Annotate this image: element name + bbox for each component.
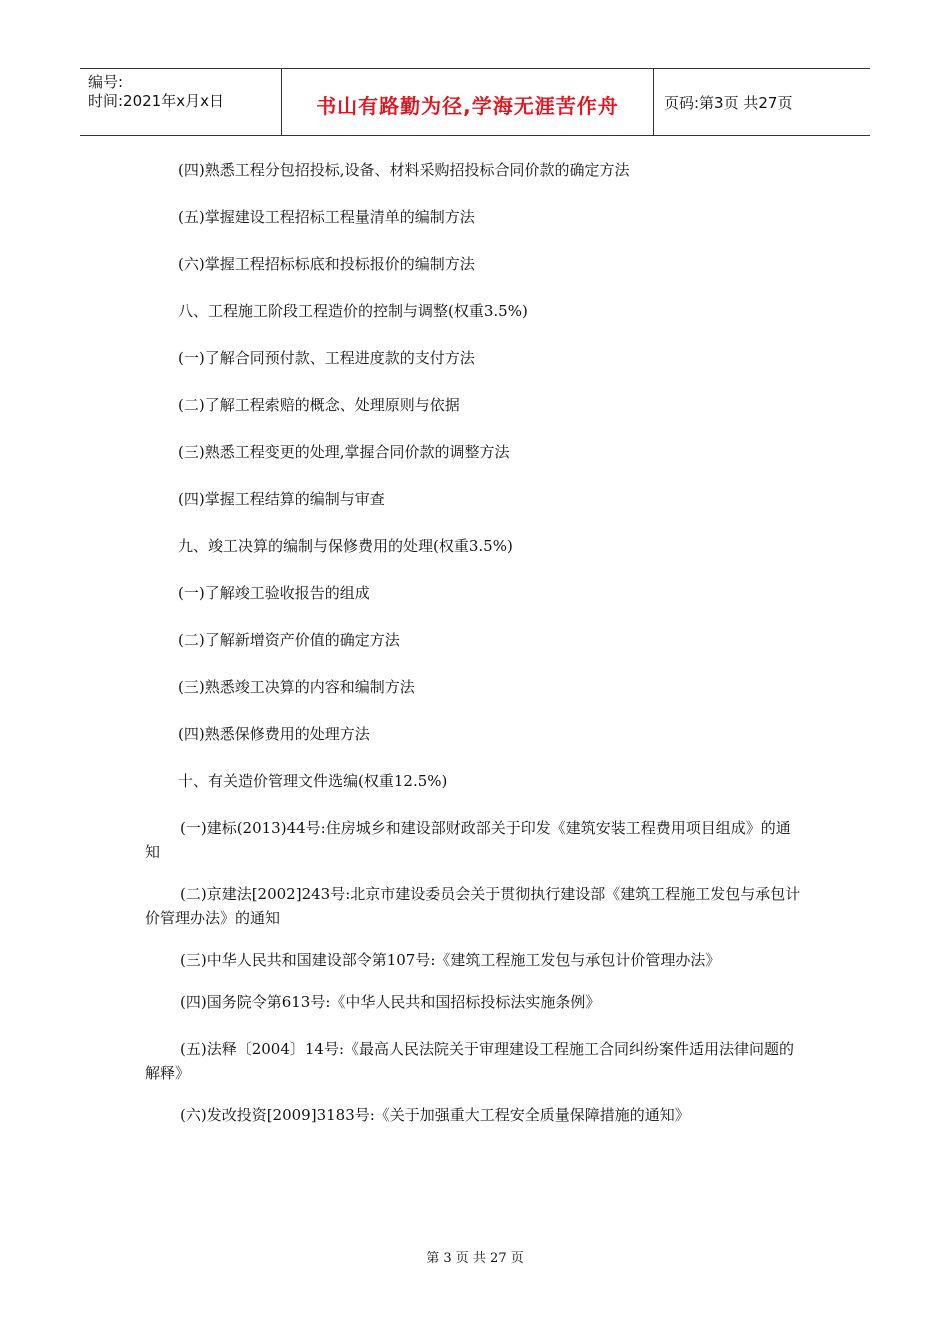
paragraph: (三)中华人民共和国建设部令第107号:《建筑工程施工发包与承包计价管理办法》 — [180, 951, 721, 969]
document-header — [80, 68, 870, 136]
paragraph: (四)熟悉工程分包招投标,设备、材料采购招投标合同价款的确定方法 — [178, 161, 630, 179]
page-footer: 第 3 页 共 27 页 — [426, 1251, 524, 1266]
paragraph: (一)了解合同预付款、工程进度款的支付方法 — [178, 349, 475, 367]
paragraph: (六)发改投资[2009]3183号:《关于加强重大工程安全质量保障措施的通知》 — [180, 1106, 690, 1124]
header-motto: 书山有路勤为径,学海无涯苦作舟 — [316, 93, 619, 118]
document-time-label: 时间:2021年x月x日 — [88, 92, 224, 110]
section-heading: 十、有关造价管理文件选编(权重12.5%) — [178, 772, 448, 790]
paragraph: (三)熟悉竣工决算的内容和编制方法 — [178, 678, 415, 696]
paragraph: (二)了解新增资产价值的确定方法 — [178, 631, 400, 649]
paragraph: (三)熟悉工程变更的处理,掌握合同价款的调整方法 — [178, 443, 510, 461]
document-number-label: 编号: — [88, 73, 124, 91]
header-meta — [80, 69, 282, 135]
paragraph: (四)国务院令第613号:《中华人民共和国招标投标法实施条例》 — [180, 993, 601, 1011]
paragraph: (五)法释〔2004〕14号:《最高人民法院关于审理建设工程施工合同纠纷案件适用法律问题的解释》 — [145, 1040, 795, 1082]
paragraph: (五)掌握建设工程招标工程量清单的编制方法 — [178, 208, 475, 226]
header-motto-cell — [282, 69, 654, 135]
paragraph: (六)掌握工程招标标底和投标报价的编制方法 — [178, 255, 475, 273]
paragraph: (一)建标(2013)44号:住房城乡和建设部财政部关于印发《建筑安装工程费用项目组成》的通知 — [145, 819, 791, 861]
paragraph: (二)了解工程索赔的概念、处理原则与依据 — [178, 396, 460, 414]
section-heading: 九、竣工决算的编制与保修费用的处理(权重3.5%) — [178, 537, 513, 555]
paragraph: (二)京建法[2002]243号:北京市建设委员会关于贯彻执行建设部《建筑工程施工发包与承包计价管理办法》的通知 — [145, 885, 801, 927]
paragraph: (一)了解竣工验收报告的组成 — [178, 584, 370, 602]
section-heading: 八、工程施工阶段工程造价的控制与调整(权重3.5%) — [178, 302, 528, 320]
paragraph: (四)熟悉保修费用的处理方法 — [178, 725, 370, 743]
header-page-info: 页码:第3页 共27页 — [664, 93, 793, 112]
document-body — [145, 158, 805, 1150]
paragraph: (四)掌握工程结算的编制与审查 — [178, 490, 385, 508]
